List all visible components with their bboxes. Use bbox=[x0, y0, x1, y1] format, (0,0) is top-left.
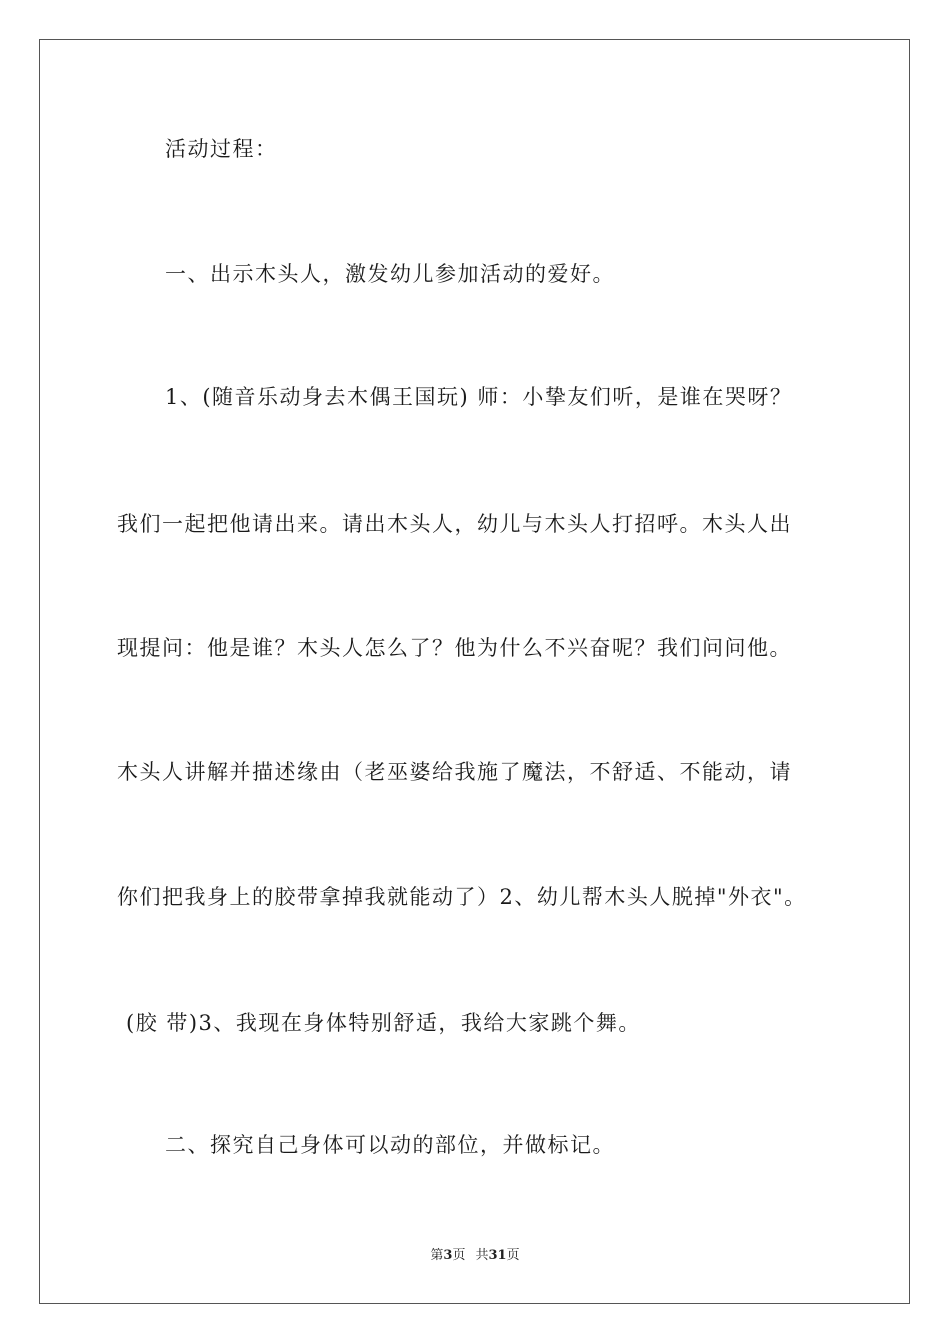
page-frame bbox=[39, 39, 910, 1304]
page-number: 3 bbox=[443, 1248, 453, 1263]
paragraph-line: 你们把我身上的胶带拿掉我就能动了）2、幼儿帮木头人脱掉"外衣"。 bbox=[117, 885, 807, 909]
total-prefix: 共 bbox=[475, 1248, 489, 1263]
total-suffix: 页 bbox=[506, 1248, 520, 1263]
paragraph-line: (胶 带)3、我现在身体特别舒适，我给大家跳个舞。 bbox=[126, 1011, 641, 1035]
page-suffix: 页 bbox=[452, 1248, 466, 1263]
paragraph-line: 活动过程： bbox=[165, 137, 278, 161]
page-footer bbox=[0, 1247, 950, 1265]
paragraph-line: 木头人讲解并描述缘由（老巫婆给我施了魔法，不舒适、不能动，请 bbox=[117, 760, 792, 784]
paragraph-line: 1、(随音乐动身去木偶王国玩) 师：小挚友们听，是谁在哭呀？ bbox=[165, 385, 793, 409]
total-pages: 31 bbox=[488, 1248, 507, 1263]
paragraph-line: 二、探究自己身体可以动的部位，并做标记。 bbox=[165, 1133, 615, 1157]
paragraph-line: 现提问：他是谁？木头人怎么了？他为什么不兴奋呢？我们问问他。 bbox=[117, 636, 792, 660]
paragraph-line: 一、出示木头人，激发幼儿参加活动的爱好。 bbox=[165, 262, 615, 286]
paragraph-line: 我们一起把他请出来。请出木头人，幼儿与木头人打招呼。木头人出 bbox=[117, 512, 792, 536]
page-prefix: 第 bbox=[430, 1248, 444, 1263]
